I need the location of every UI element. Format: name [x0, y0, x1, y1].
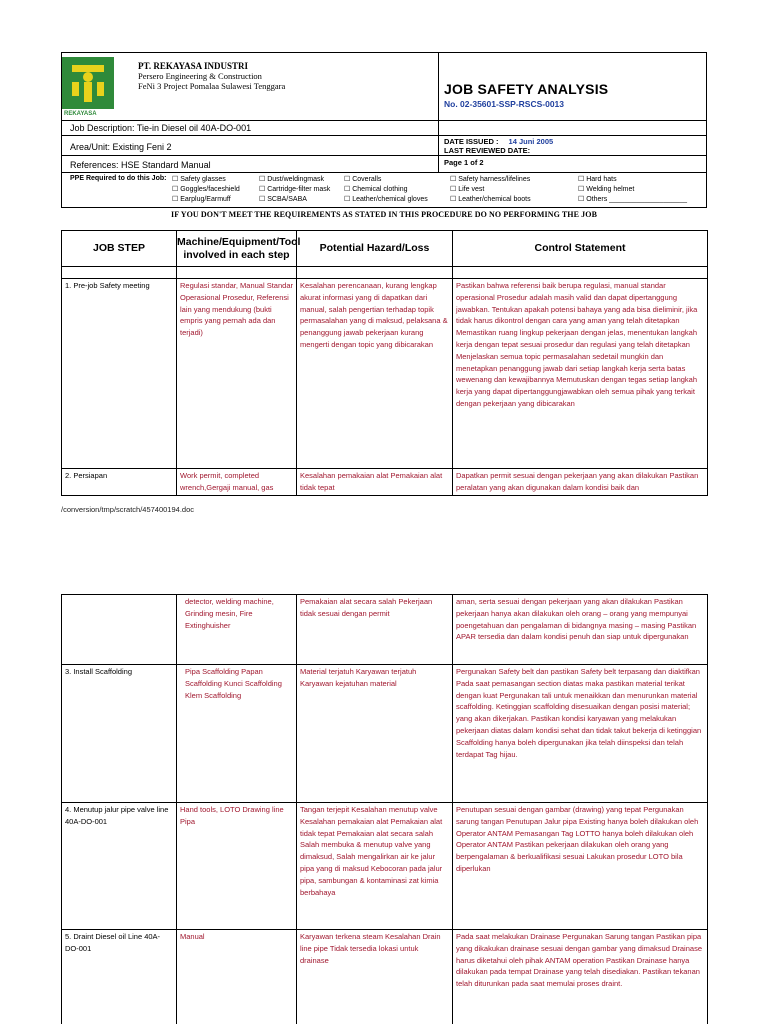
ppe-checkbox[interactable]: ☐ Safety harness/lifelines — [450, 175, 530, 183]
document-header — [61, 52, 707, 208]
table-row — [62, 279, 708, 469]
tools-cell: Hand tools, LOTO Drawing line Pipa — [177, 803, 297, 930]
area-unit: Area/Unit: Existing Feni 2 — [62, 136, 439, 155]
hazard-cell: Tangan terjepit Kesalahan menutup valve Kesalahan pemakaian alat Pemakaian alat tidak tepat Pemakaian alat secara salah Salah membuka & menutup valve yang dimaksud, Salah mengalirkan air ke jalur pipa yang di maksud Kebocoran pada jalur pipa, sambungan & kontaminasi zat kimia berbahaya — [297, 803, 453, 930]
tools-cell: detector, welding machine, Grinding mesin, Fire Extinghuisher — [177, 595, 297, 665]
references: References: HSE Standard Manual — [62, 156, 439, 172]
tools-cell: Pipa Scaffolding Papan Scaffolding Kunci Scaffolding Klem Scaffolding — [177, 665, 297, 803]
ppe-checkbox[interactable]: ☐ Leather/chemical gloves — [344, 195, 428, 203]
doc-title: JOB SAFETY ANALYSIS — [444, 81, 609, 97]
control-cell: aman, serta sesuai dengan pekerjaan yang akan dilakukan Pastikan pekerjaan hanya akan dilakukan oleh orang – orang yang mempunyai poengetahuan dan pengalaman di bidangnya masing – masing Pastikan APAR tersedia dan dalam kondisi penuh dan siap untuk dipergunakan — [453, 595, 708, 665]
ppe-checkbox[interactable]: ☐ Goggles/faceshield — [172, 185, 240, 193]
ppe-checkbox[interactable]: ☐ Cartridge-filter mask — [259, 185, 330, 193]
job-step-cell — [62, 595, 177, 665]
table-row — [62, 803, 708, 930]
company-name: PT. REKAYASA INDUSTRI — [138, 61, 248, 71]
job-step-cell: 5. Draint Diesel oil Line 40A-DO-001 — [62, 930, 177, 1024]
column-header: Machine/Equipment/Tool involved in each step — [177, 231, 297, 267]
ppe-checkbox[interactable]: ☐ Leather/chemical boots — [450, 195, 531, 203]
ppe-checkbox[interactable]: ☐ Life vest — [450, 185, 484, 193]
hazard-cell: Material terjatuh Karyawan terjatuh Karyawan kejatuhan material — [297, 665, 453, 803]
control-cell: Dapatkan permit sesuai dengan pekerjaan yang akan dilakukan Pastikan peralatan yang akan digunakan dalam kondisi baik dan — [453, 469, 708, 496]
job-step-cell: 1. Pre-job Safety meeting — [62, 279, 177, 469]
column-header: JOB STEP — [62, 231, 177, 267]
jsa-table-page2 — [61, 594, 708, 1024]
footer-file-path: /conversion/tmp/scratch/457400194.doc — [61, 505, 194, 514]
tools-cell: Regulasi standar, Manual Standar Operasional Prosedur, Referensi lain yang mendukung (bukti empris yang pernah ada dan terjadi) — [177, 279, 297, 469]
date-issued-label: DATE ISSUED : — [444, 137, 499, 146]
logo-text: REKAYASA — [64, 111, 97, 117]
jsa-table — [61, 230, 708, 496]
hazard-cell: Pemakaian alat secara salah Pekerjaan tidak sesuai dengan permit — [297, 595, 453, 665]
hazard-cell: Kesalahan pemakaian alat Pemakaian alat tidak tepat — [297, 469, 453, 496]
tools-cell: Work permit, completed wrench,Gergaji manual, gas — [177, 469, 297, 496]
doc-number: No. 02-35601-SSP-RSCS-0013 — [444, 99, 565, 109]
page-indicator: Page 1 of 2 — [444, 158, 484, 167]
last-reviewed-label: LAST REVIEWED DATE: — [444, 146, 531, 155]
control-cell: Pergunakan Safety belt dan pastikan Safety belt terpasang dan diaktifkan Pada saat pemasangan section diatas maka pastikan material terikat dengan kuat Pergunakan tali untuk menaikkan dan menurunkan material scaffolding. Ketinggian scaffolding disesuaikan dengan posisi material; yang akan dikerjakan. Pastikan kondisi karyawan yang melakukan pekerjaan diatas dalam kondisi sehat dan tidak takut bekerja di ketinggian Scaffolding hanya boleh dipergunakan jika telah diinspeksi dan telah terdapat Tag hijau. — [453, 665, 708, 803]
project-name: FeNi 3 Project Pomalaa Sulawesi Tenggara — [138, 81, 286, 91]
job-step-cell: 3. Install Scaffolding — [62, 665, 177, 803]
warning-banner: IF YOU DON'T MEET THE REQUIREMENTS AS STATED IN THIS PROCEDURE DO NO PERFORMING THE JOB — [170, 210, 598, 219]
control-cell: Penutupan sesuai dengan gambar (drawing) yang tepat Pergunakan sarung tangan Penutupan Jalur pipa Existing hanya boleh dilakukan oleh Operator ANTAM Pemasangan Tag LOTTO hanya boleh dilakukan oleh Operator ANTAM Pastikan pekerjaan dilakukan oleh orang yang berpengalaman & berkualifikasi sesuai Lakukan prosedur LOTO bila diperlukan — [453, 803, 708, 930]
date-issued-value: 14 Juni 2005 — [508, 137, 554, 146]
ppe-section — [62, 173, 706, 207]
tools-cell: Manual — [177, 930, 297, 1024]
ppe-checkbox[interactable]: ☐ Hard hats — [578, 175, 617, 183]
table-row — [62, 595, 708, 665]
ppe-checkbox[interactable]: ☐ SCBA/SABA — [259, 195, 307, 203]
column-header: Potential Hazard/Loss — [297, 231, 453, 267]
ppe-label: PPE Required to do this Job: — [70, 175, 167, 182]
ppe-checkbox[interactable]: ☐ Chemical clothing — [344, 185, 407, 193]
table-header-row — [62, 231, 708, 267]
table-row — [62, 665, 708, 803]
ppe-checkbox[interactable]: ☐ Welding helmet — [578, 185, 634, 193]
ppe-checkbox[interactable]: ☐ Others ____________________ — [578, 195, 687, 203]
control-cell: Pada saat melakukan Drainase Pergunakan Sarung tangan Pastikan pipa yang dikakukan drainase sesuai dengan gambar yang dimaksud Drainase harus diketahui oleh pihak ANTAM operation Pastikan Drainase hanya dilakukan pada tempat Drainase yang telah disediakan. Pastikan tekanan telah diturunkan pada saat memulai proses draint. — [453, 930, 708, 1024]
hazard-cell: Karyawan terkena steam Kesalahan Drain line pipe Tidak tersedia lokasi untuk drainase — [297, 930, 453, 1024]
ppe-checkbox[interactable]: ☐ Earplug/Earmuff — [172, 195, 231, 203]
company-block — [114, 53, 439, 120]
job-description: Job Description: Tie-in Diesel oil 40A-DO-001 — [62, 121, 439, 135]
control-cell: Pastikan bahwa referensi baik berupa regulasi, manual standar operasional Prosedur adalah masih valid dan dapat dipertanggung jawabkan. Tentukan apakah potensi bahaya yang ada bisa dieliminir, jika tidak harus dikontrol dengan cara yang aman yang telah ditetapkan Memastikan ruang lingkup pekerjaan dengan jelas, menentukan langkah kerja dengan tepat sesuai prosedur dan regulasi yang telah ditetapkan Menjelaskan semua topic permasalahan sedetail mungkin dan menetapkan penanggung jawab dari setiap langkah kerja serta batas wewenang dan kewajibannya Memutuskan dengan tegas setiap langkah kerja yang dapat dipertanggungjawabkan oleh semua pihak yang terkait dengan pekerjaan yang dibicarakan — [453, 279, 708, 469]
column-header: Control Statement — [453, 231, 708, 267]
table-row — [62, 930, 708, 1024]
ppe-checkbox[interactable]: ☐ Safety glasses — [172, 175, 226, 183]
title-block — [439, 53, 706, 120]
hazard-cell: Kesalahan perencanaan, kurang lengkap akurat informasi yang di dapatkan dari manual, salah pengertian terhadap topik permasalahan yang di maksud, pelaksana & penanggung jawab pekerjaan kurang mengerti dengan topic yang dibicarakan — [297, 279, 453, 469]
ppe-checkbox[interactable]: ☐ Dust/weldingmask — [259, 175, 324, 183]
job-step-cell: 2. Persiapan — [62, 469, 177, 496]
rekayasa-logo — [62, 53, 114, 121]
ppe-checkbox[interactable]: ☐ Coveralls — [344, 175, 381, 183]
table-row — [62, 469, 708, 496]
job-step-cell: 4. Menutup jalur pipe valve line 40A-DO-001 — [62, 803, 177, 930]
company-division: Persero Engineering & Construction — [138, 71, 262, 81]
